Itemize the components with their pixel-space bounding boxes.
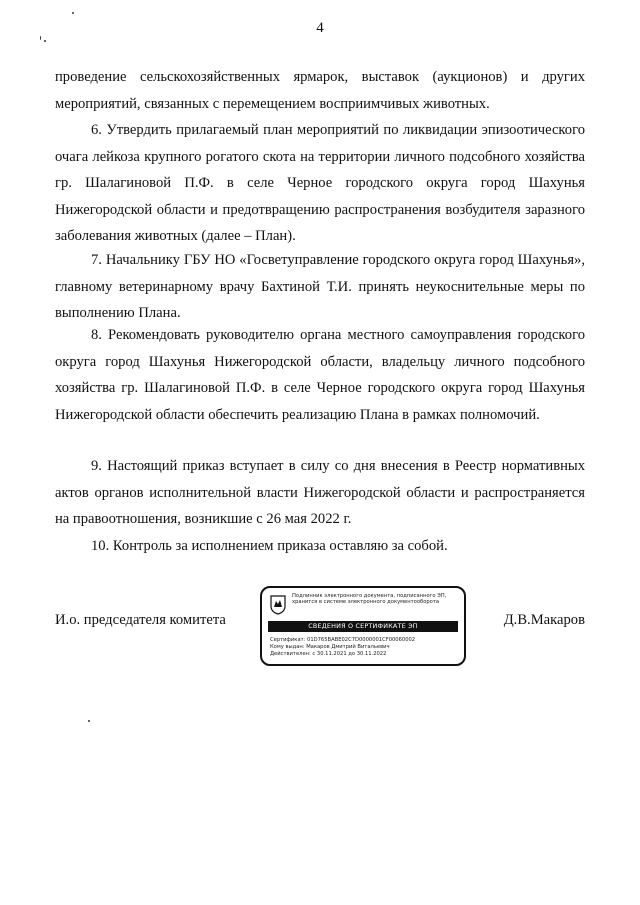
scan-speck xyxy=(44,40,46,42)
paragraph-item-7: 7. Начальнику ГБУ НО «Госветуправление городского округа город Шахунья», главному ветеринарному врачу Бахтиной Т.И. принять неукоснительные меры по выполнению Плана. xyxy=(55,252,585,321)
stamp-issued-to: Кому выдан: Макаров Дмитрий Витальевич xyxy=(270,644,390,650)
paragraph-item-8: 8. Рекомендовать руководителю органа местного самоуправления городского округа город Шахунья Нижегородской области, владельцу личного подсобного хозяйства гр. Шалагиновой П.Ф. в селе Черное городского округа город Шахунья Нижегородской области обеспечить реализацию Плана в рамках полномочий. xyxy=(55,327,585,423)
signatory-name: Д.В.Макаров xyxy=(503,612,585,628)
stamp-valid: Действителен: с 30.11.2021 до 30.11.2022 xyxy=(270,651,387,657)
page-number: 4 xyxy=(316,20,324,36)
scan-speck xyxy=(72,12,74,14)
stamp-certificate: Сертификат: 01D765BABE02C7D0000001CF00060002 xyxy=(270,637,416,643)
signatory-position: И.о. председателя комитета xyxy=(55,612,226,628)
paragraph-item-9: 9. Настоящий приказ вступает в силу со дня внесения в Реестр нормативных актов органов исполнительной власти Нижегородской области и распространяется на правоотношения, возникшие с 26 мая 2022 г. xyxy=(55,458,585,527)
coat-of-arms-icon xyxy=(270,595,286,615)
scan-speck xyxy=(88,720,90,722)
paragraph-continuation: проведение сельскохозяйственных ярмарок, выставок (аукционов) и других мероприятий, связанных с перемещением восприимчивых животных. xyxy=(55,69,585,112)
stamp-details xyxy=(270,637,460,658)
stamp-title: СВЕДЕНИЯ О СЕРТИФИКАТЕ ЭП xyxy=(268,621,458,632)
paragraph-item-10: 10. Контроль за исполнением приказа оставляю за собой. xyxy=(91,538,448,554)
electronic-signature-stamp xyxy=(260,586,466,666)
paragraph-item-6: 6. Утвердить прилагаемый план мероприятий по ликвидации эпизоотического очага лейкоза крупного рогатого скота на территории личного подсобного хозяйства гр. Шалагиновой П.Ф. в селе Черное городского округа город Шахунья Нижегородской области и предотвращению распространения возбудителя заразного заболевания животных (далее – План). xyxy=(55,122,585,244)
stamp-header: Подлинник электронного документа, подписанного ЭП, хранится в системе электронного документооборота xyxy=(292,593,447,606)
scan-speck xyxy=(40,36,41,40)
